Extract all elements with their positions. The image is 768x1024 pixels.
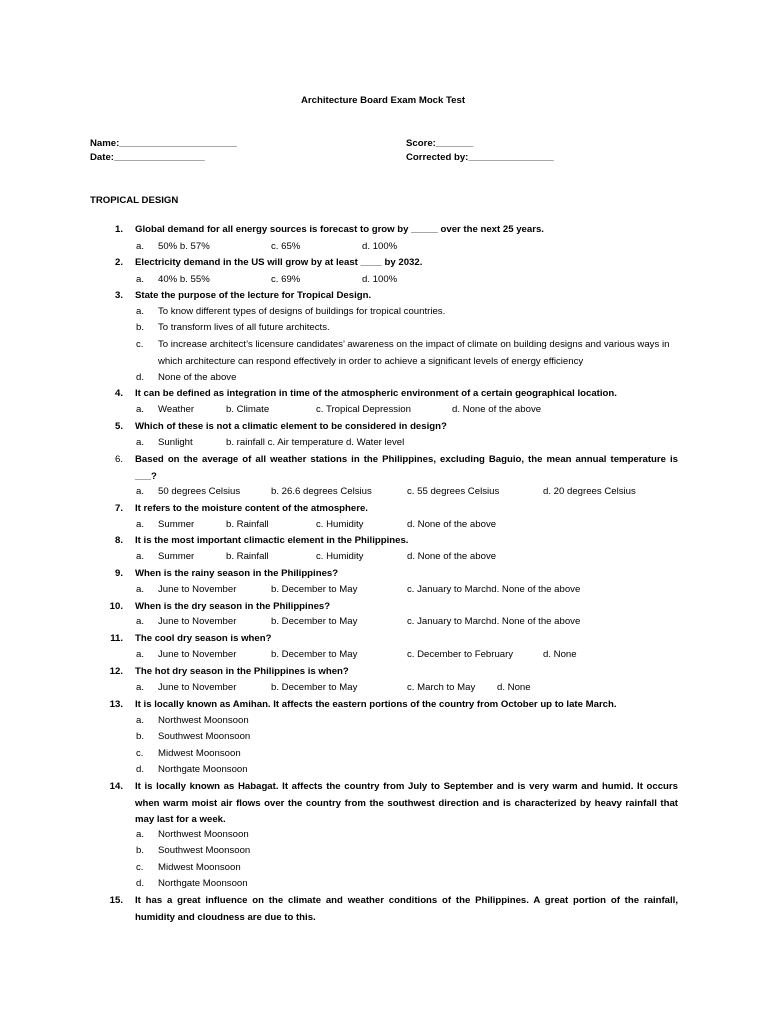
question-text: Global demand for all energy sources is forecast to grow by _____ over the next 25 years. (135, 224, 544, 235)
question-number: 1. (114, 224, 123, 235)
question-number: 6. (114, 454, 123, 465)
option-text: d. None (497, 682, 531, 693)
option-label: a. (136, 715, 145, 726)
option-text: b. December to May (271, 584, 358, 595)
option-text: Midwest Moonsoon (158, 862, 241, 873)
option-text: Northwest Moonsoon (158, 829, 249, 840)
option-label: c. (136, 748, 144, 759)
question-number: 14. (109, 781, 123, 792)
option-text: Northgate Moonsoon (158, 878, 248, 889)
option-text: c. March to May (407, 682, 476, 693)
question-text: It is the most important climactic element in the Philippines. (135, 535, 409, 546)
date-field[interactable]: Date:_________________ (90, 152, 205, 163)
option-text: 50% b. 57% (158, 241, 210, 252)
option-text: c. 65% (271, 241, 301, 252)
question-text: It can be defined as integration in time of the atmospheric environment of a certain geographical location. (135, 388, 617, 399)
option-text: 50 degrees Celsius (158, 486, 241, 497)
option-text: c. January to Marchd. None of the above (407, 584, 581, 595)
question-text: It is locally known as Amihan. It affects the eastern portions of the country from October up to late March. (135, 699, 617, 710)
option-text: c. Humidity (316, 519, 364, 530)
question-text: The cool dry season is when? (135, 633, 272, 644)
option-label: a. (136, 486, 145, 497)
option-label: a. (136, 306, 145, 317)
question-number: 10. (109, 601, 123, 612)
option-label: a. (136, 829, 145, 840)
option-text: Midwest Moonsoon (158, 748, 241, 759)
option-text: June to November (158, 682, 237, 693)
section-heading: TROPICAL DESIGN (90, 195, 179, 206)
option-label: a. (136, 519, 145, 530)
question-number: 9. (114, 568, 123, 579)
option-text: Northwest Moonsoon (158, 715, 249, 726)
question-number: 12. (109, 666, 123, 677)
option-text: b. December to May (271, 682, 358, 693)
option-text: b. Climate (226, 404, 270, 415)
option-text: Southwest Moonsoon (158, 845, 251, 856)
option-label: a. (136, 551, 145, 562)
option-label: a. (136, 682, 145, 693)
question-number: 5. (114, 421, 123, 432)
option-label: d. (136, 764, 145, 775)
option-text: June to November (158, 584, 237, 595)
option-text: c. Humidity (316, 551, 364, 562)
option-text: d. 100% (362, 274, 398, 285)
question-number: 8. (114, 535, 123, 546)
option-text: d. 20 degrees Celsius (543, 486, 636, 497)
option-label: a. (136, 616, 145, 627)
question-number: 2. (114, 257, 123, 268)
question-text: It is locally known as Habagat. It affects the country from July to September and is very warm and humid. It occurs when warm moist air flows over the country from the southwest direction and is characterized by heavy rainfall that may last for a week. (135, 781, 678, 825)
option-text: d. None of the above (407, 551, 497, 562)
option-text: d. None (543, 649, 577, 660)
question-text: Electricity demand in the US will grow by at least ____ by 2032. (135, 257, 423, 268)
option-text: June to November (158, 649, 237, 660)
question-text: The hot dry season in the Philippines is when? (135, 666, 349, 677)
option-label: a. (136, 241, 145, 252)
option-text: c. 69% (271, 274, 301, 285)
page-title: Architecture Board Exam Mock Test (301, 95, 466, 106)
option-text: Weather (158, 404, 195, 415)
option-text: d. 100% (362, 241, 398, 252)
question-text: State the purpose of the lecture for Tropical Design. (135, 290, 372, 301)
question-number: 7. (114, 503, 123, 514)
option-text: b. rainfall c. Air temperature d. Water level (226, 437, 405, 448)
option-label: a. (136, 274, 145, 285)
option-label: a. (136, 404, 145, 415)
option-text: c. December to February (407, 649, 514, 660)
option-text: b. December to May (271, 649, 358, 660)
option-text: b. 26.6 degrees Celsius (271, 486, 372, 497)
option-text: d. None of the above (452, 404, 542, 415)
question-text: Based on the average of all weather stations in the Philippines, excluding Baguio, the mean annual temperature is ___? (135, 454, 678, 482)
question-number: 3. (114, 290, 123, 301)
name-field[interactable]: Name:______________________ (90, 138, 237, 149)
option-text: c. 55 degrees Celsius (407, 486, 500, 497)
option-label: b. (136, 845, 145, 856)
option-text: Southwest Moonsoon (158, 731, 251, 742)
option-text: b. December to May (271, 616, 358, 627)
option-text: 40% b. 55% (158, 274, 210, 285)
option-label: d. (136, 878, 145, 889)
option-label: a. (136, 437, 145, 448)
option-text: To increase architect’s licensure candidates’ awareness on the impact of climate on building designs and various ways in which architecture can respond effectively in order to achieve a significant levels of energy efficiency (158, 339, 670, 367)
option-text: To know different types of designs of buildings for tropical countries. (158, 306, 446, 317)
option-text: d. None of the above (407, 519, 497, 530)
question-text: It refers to the moisture content of the atmosphere. (135, 503, 368, 514)
option-label: a. (136, 584, 145, 595)
option-text: c. January to Marchd. None of the above (407, 616, 581, 627)
option-label: c. (136, 862, 144, 873)
question-number: 15. (109, 895, 123, 906)
option-text: Summer (158, 551, 195, 562)
option-text: b. Rainfall (226, 519, 269, 530)
option-text: To transform lives of all future architects. (158, 322, 330, 333)
option-text: c. Tropical Depression (316, 404, 411, 415)
option-label: b. (136, 322, 145, 333)
option-text: June to November (158, 616, 237, 627)
option-label: a. (136, 649, 145, 660)
option-text: Northgate Moonsoon (158, 764, 248, 775)
option-label: d. (136, 372, 145, 383)
question-number: 11. (110, 633, 123, 644)
question-text: It has a great influence on the climate and weather conditions of the Philippines. A great portion of the rainfall, humidity and cloudness are due to this. (135, 895, 678, 923)
option-label: b. (136, 731, 145, 742)
question-number: 13. (109, 699, 123, 710)
question-number: 4. (114, 388, 123, 399)
question-text: When is the rainy season in the Philippines? (135, 568, 339, 579)
question-text: Which of these is not a climatic element to be considered in design? (135, 421, 447, 432)
corrected-by-field[interactable]: Corrected by:________________ (406, 152, 554, 163)
option-text: None of the above (158, 372, 237, 383)
option-text: Sunlight (158, 437, 193, 448)
score-field[interactable]: Score:_______ (406, 138, 474, 149)
question-text: When is the dry season in the Philippines? (135, 601, 331, 612)
option-text: b. Rainfall (226, 551, 269, 562)
option-text: Summer (158, 519, 195, 530)
option-label: c. (136, 339, 144, 350)
